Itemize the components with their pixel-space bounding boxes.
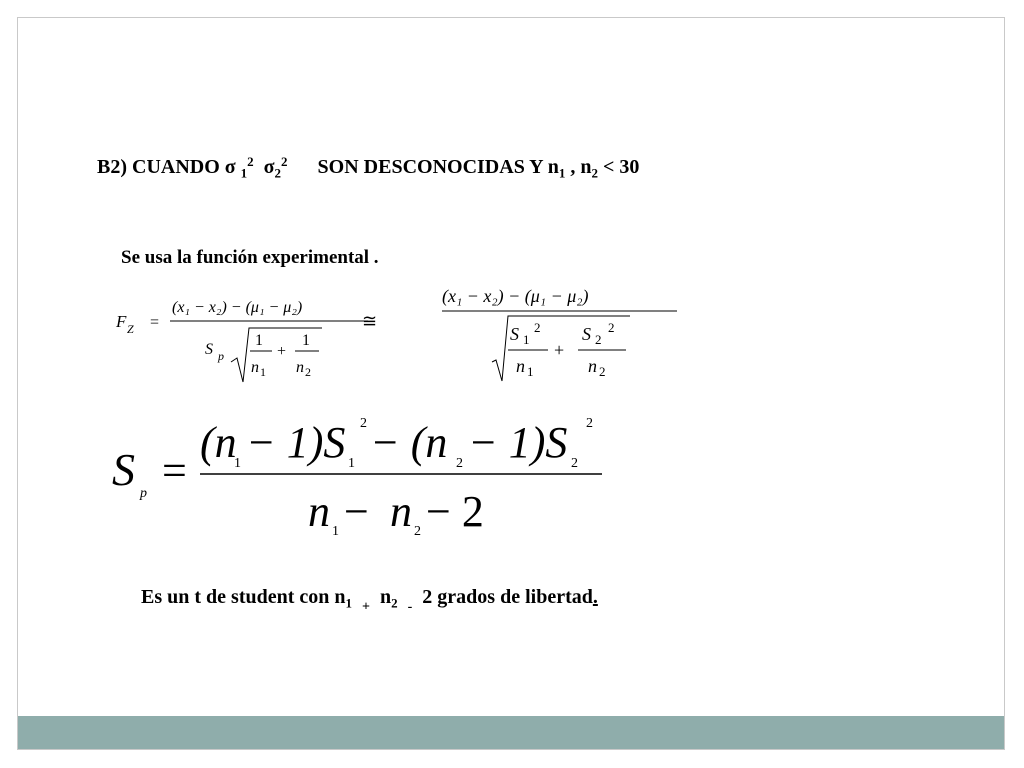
alt-s2-subscript: 2 (595, 332, 602, 347)
conclusion-n2-subscript: 2 (391, 595, 398, 611)
sp-den-n1-subscript: 1 (332, 524, 339, 539)
alt-s1-subscript: 1 (523, 332, 530, 347)
fz-plus: + (277, 343, 287, 360)
conclusion-rest: 2 grados de libertad (422, 586, 593, 608)
fz-one-top-right: 1 (302, 332, 310, 349)
alt-plus: + (554, 340, 565, 360)
alt-numerator: (x₁ − x₂) − (μ₁ − μ₂) (442, 286, 589, 306)
sp-num-part2: − 1)S (246, 418, 346, 467)
sp-num-s1-square: 2 (360, 416, 367, 431)
footer-bar (18, 716, 1004, 749)
sigma2-symbol: σ (263, 156, 275, 179)
fz-numerator: (x₁ − x₂) − (μ₁ − μ₂) (172, 299, 303, 316)
conclusion-period: . (592, 586, 598, 608)
alt-s1-square: 2 (534, 320, 541, 335)
heading-prefix: B2) CUANDO σ (97, 156, 236, 179)
fz-sp-subscript: p (218, 349, 224, 363)
sp-lhs: S (112, 444, 135, 495)
sp-num-n1-subscript: 1 (234, 456, 241, 471)
conclusion-plus: + (362, 599, 370, 615)
sp-den-minus: − (344, 487, 369, 536)
fz-lhs-subscript: Z (127, 322, 134, 336)
formula-fz (112, 290, 402, 390)
intro-text: Se usa la función experimental . (121, 247, 379, 268)
sp-num-s2-subscript: 2 (571, 456, 578, 471)
conclusion-prefix: Es un t de student con n (141, 586, 346, 608)
sigma2-subscript: 2 (274, 165, 282, 181)
fz-one-top-left: 1 (255, 332, 263, 349)
sp-den-n2-subscript: 2 (414, 524, 421, 539)
heading-comma: , (565, 156, 581, 179)
sp-den-n2: n (390, 487, 412, 536)
conclusion-minus: - (407, 599, 413, 615)
heading-less-than: < 30 (598, 156, 640, 179)
sp-num-part4: − 1)S (468, 418, 568, 467)
fz-sp: S (205, 341, 213, 358)
formula-sp (108, 405, 628, 545)
fz-n1: n (251, 359, 259, 376)
alt-n1: n (516, 356, 525, 376)
fz-n1-subscript: 1 (260, 365, 266, 379)
heading-n2-subscript: 2 (591, 165, 599, 181)
formula-alt (440, 280, 690, 385)
slide-heading (97, 154, 639, 182)
sp-num-s2-square: 2 (586, 416, 593, 431)
alt-n1-subscript: 1 (527, 364, 534, 379)
conclusion-n2: n (380, 586, 392, 608)
sp-num-part3: − (n (370, 418, 448, 467)
sp-num-n2-subscript: 2 (456, 456, 463, 471)
alt-n2: n (588, 356, 597, 376)
fz-approx: ≅ (362, 311, 378, 331)
fz-n2: n (296, 359, 304, 376)
conclusion-n1-subscript: 1 (345, 595, 353, 611)
conclusion-text (141, 586, 598, 616)
sp-lhs-subscript: p (140, 486, 147, 501)
sp-den-tail: − 2 (426, 487, 484, 536)
sigma1-superscript: 2 (247, 154, 254, 169)
sp-den-n1: n (308, 487, 330, 536)
fz-n2-subscript: 2 (305, 365, 311, 379)
heading-n1-subscript: 1 (558, 165, 566, 181)
sigma1-subscript: 1 (240, 165, 248, 181)
heading-n2: n (580, 156, 592, 179)
alt-n2-subscript: 2 (599, 364, 606, 379)
alt-s2-square: 2 (608, 320, 615, 335)
heading-condition: SON DESCONOCIDAS Y n (317, 156, 559, 179)
sp-equals: = (162, 446, 187, 495)
sp-num-part1: (n (200, 418, 237, 467)
alt-s2: S (582, 324, 591, 344)
alt-s1: S (510, 324, 519, 344)
fz-equals: = (150, 314, 160, 331)
sigma2-superscript: 2 (281, 154, 288, 169)
fz-lhs: F (116, 312, 127, 331)
sp-num-s1-subscript: 1 (348, 456, 355, 471)
